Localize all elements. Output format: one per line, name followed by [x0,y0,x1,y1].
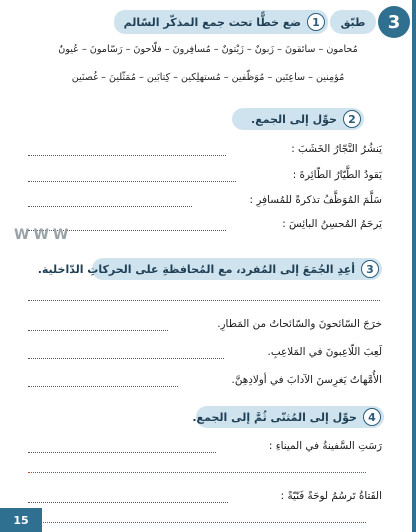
ex2-sentence-4: يَرحَمُ المُحسِنُ البائِسَ : [282,218,382,230]
ex3-answer-line-0[interactable] [28,300,380,301]
ex3-answer-line-2[interactable] [28,358,224,359]
ex2-answer-line-1[interactable] [28,155,226,156]
ex2-sentence-1: يَنشُرُ النَّجّارُ الخَشَبَ : [291,143,382,155]
exercise-1-number: 1 [307,13,325,31]
ex3-sentence-2: لَعِبَ اللّاعِبونَ في المَلاعِبِ. [267,346,382,358]
exercise-4-header [192,406,384,428]
exercise-2-number: 2 [343,110,361,128]
ex4-sentence-2: الفَتاةُ تَرسُمُ لوحَةً فَنّيّةً : [280,490,382,502]
watermark: WWW [14,227,73,243]
page-edge-stripe [412,0,416,532]
exercise-1-header [114,10,328,34]
ex4-answer-line-1a[interactable] [28,452,216,453]
ex3-sentence-1: خرَجَ السّائحونَ والسّائحاتُ من المَطارِ. [217,318,382,330]
exercise-3-number: 3 [361,260,379,278]
word-list-line-2: مُؤمِنين – ساعِتَين – مُوَظّفين – مُستهلِكين – كِتابَين – مُمَثّلينَ – غُصنَين [71,72,345,83]
ex2-answer-line-2[interactable] [28,181,236,182]
ex4-answer-line-1b[interactable] [28,472,366,473]
word-list-line-1: مُحامون – سائقونَ – زَبونٌ – زَيْتونٌ – مُسافِرونَ – فلّاحونَ – رَسّامونَ – عُيونٌ [58,44,358,55]
exercise-3-header [37,258,382,280]
ex4-answer-line-2b[interactable] [28,522,366,523]
ex3-answer-line-3[interactable] [28,386,178,387]
ex2-sentence-3: سَلَّمَ المُوَظَّفُ تذكرةً للمُسافِرِ : [249,194,382,206]
ex3-answer-line-1[interactable] [28,330,168,331]
ex4-answer-line-2a[interactable] [28,502,228,503]
exercise-4-title: حوِّل إلى المُثنّى ثُمَّ إلى الجمع. [192,410,357,424]
section-number-badge: 3 [378,6,410,38]
exercise-2-title: حوِّل إلى الجمع. [251,112,337,126]
ex4-sentence-1: رَسَتِ السَّفينةُ في الميناءِ : [268,440,382,452]
exercise-4-number: 4 [363,408,381,426]
ex2-answer-line-3[interactable] [28,206,192,207]
exercise-2-header [232,108,364,130]
exercise-1-title: ضع خطًّا تحت جمع المذكّر السّالم [123,15,301,29]
exercise-3-title: أعِدِ الجُمَعَ إلى المُفرد، مع المُحافظةِ على الحركاتِ الدّاخلية. [37,262,355,276]
ex2-sentence-2: يَقودُ الطَّيّارُ الطّائِرةَ : [292,169,382,181]
page-number: 15 [0,508,42,532]
apply-label: طبّق [330,10,376,34]
ex3-sentence-3: الأُمَّهاتُ يَغرِسنَ الآدابَ في أولادِهِنَّ. [231,374,382,386]
